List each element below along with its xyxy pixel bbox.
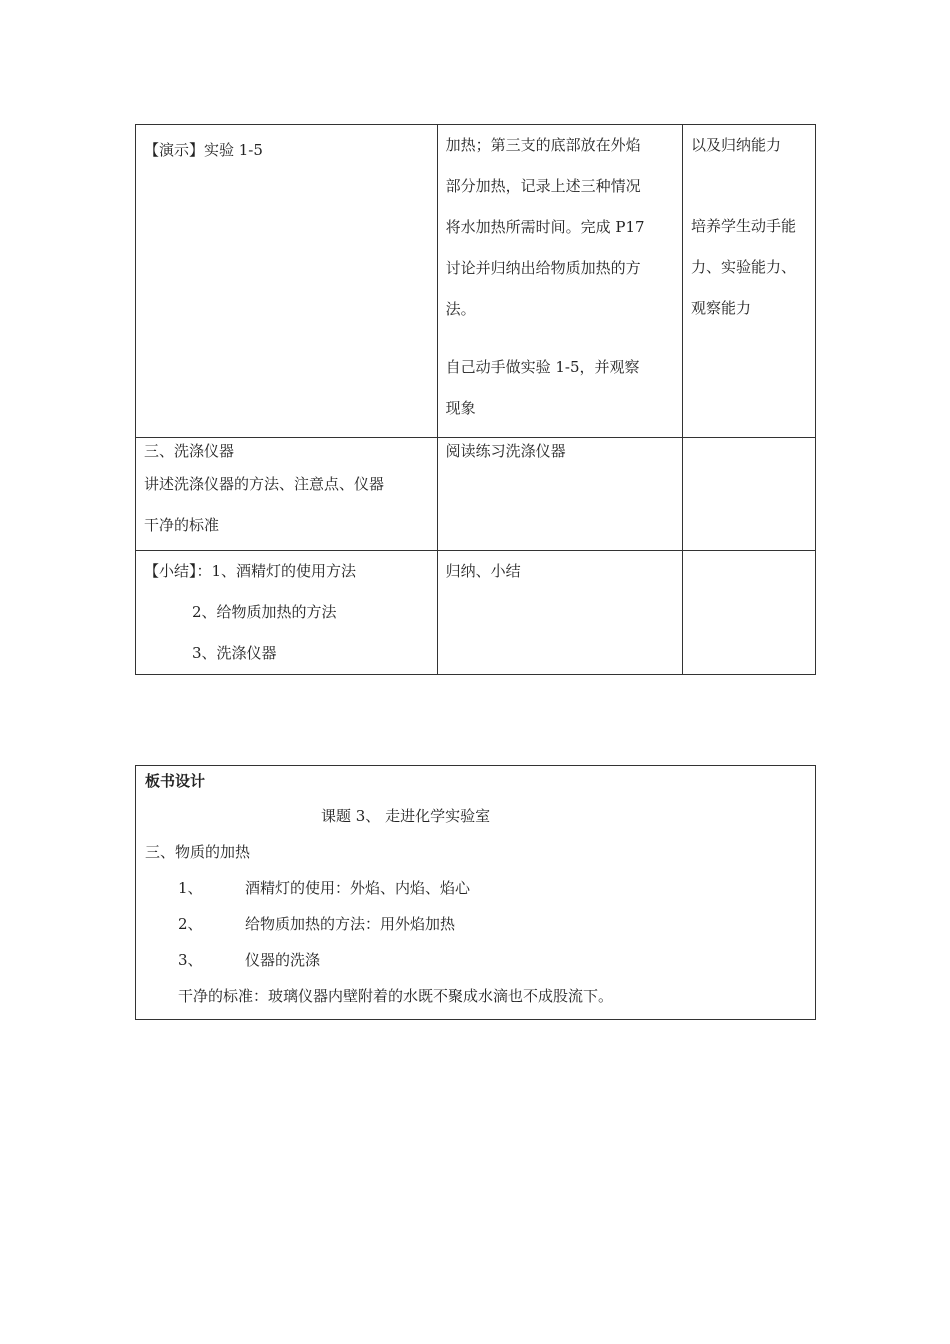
goal-line: 力、实验能力、 <box>691 258 797 276</box>
student-line: 归纳、小结 <box>445 562 521 580</box>
board-item <box>178 950 320 970</box>
table-row <box>136 125 816 438</box>
student-activity-cell <box>437 551 682 675</box>
design-intent-cell <box>683 125 816 438</box>
teacher-activity-cell <box>136 438 438 551</box>
table-row <box>136 551 816 675</box>
board-title: 课题 3、 走进化学实验室 <box>321 807 491 825</box>
student-activity-cell <box>437 438 682 551</box>
board-item-number: 3、 <box>178 951 203 969</box>
teacher-line: 干净的标准 <box>144 516 220 534</box>
demo-experiment-text: 【演示】实验 1-5 <box>144 141 263 159</box>
board-heading: 板书设计 <box>145 772 206 790</box>
board-item-text: 酒精灯的使用：外焰、内焰、焰心 <box>245 879 471 897</box>
teacher-activity-cell <box>136 551 438 675</box>
board-item-text: 仪器的洗涤 <box>245 951 321 969</box>
student-line: 自己动手做实验 1-5，并观察 <box>445 358 640 376</box>
student-line: 阅读练习洗涤仪器 <box>445 442 566 460</box>
goal-line: 培养学生动手能 <box>691 217 797 235</box>
student-line: 部分加热，记录上述三种情况 <box>445 177 641 195</box>
lesson-table <box>135 124 816 675</box>
clean-standard-text: 干净的标准：玻璃仪器内壁附着的水既不聚成水滴也不成股流下。 <box>178 987 614 1005</box>
student-line: 现象 <box>445 399 476 417</box>
student-line: 加热；第三支的底部放在外焰 <box>445 136 641 154</box>
spacer <box>691 166 807 186</box>
teacher-line: 讲述洗涤仪器的方法、注意点、仪器 <box>144 475 385 493</box>
board-item <box>178 878 470 898</box>
student-activity-cell <box>437 125 682 438</box>
board-item-number: 1、 <box>178 879 203 897</box>
spacer <box>691 186 807 206</box>
summary-line: 【小结】：1、酒精灯的使用方法 <box>144 562 357 580</box>
summary-item: 3、洗涤仪器 <box>192 644 277 662</box>
table-row <box>136 438 816 551</box>
board-subtitle: 三、物质的加热 <box>145 843 251 861</box>
design-intent-cell <box>683 438 816 551</box>
section-title: 三、洗涤仪器 <box>144 442 235 460</box>
goal-line: 观察能力 <box>691 299 752 317</box>
student-line: 将水加热所需时间。完成 P17 <box>445 218 645 236</box>
spacer <box>446 330 674 347</box>
student-line: 法。 <box>445 300 476 318</box>
summary-item: 2、给物质加热的方法 <box>192 603 337 621</box>
goal-line: 以及归纳能力 <box>691 136 782 154</box>
design-intent-cell <box>683 551 816 675</box>
board-item-text: 给物质加热的方法：用外焰加热 <box>245 915 456 933</box>
teacher-activity-cell <box>136 125 438 438</box>
student-line: 讨论并归纳出给物质加热的方 <box>445 259 641 277</box>
board-item <box>178 914 455 934</box>
board-design-box <box>135 765 816 1020</box>
board-item-number: 2、 <box>178 915 203 933</box>
